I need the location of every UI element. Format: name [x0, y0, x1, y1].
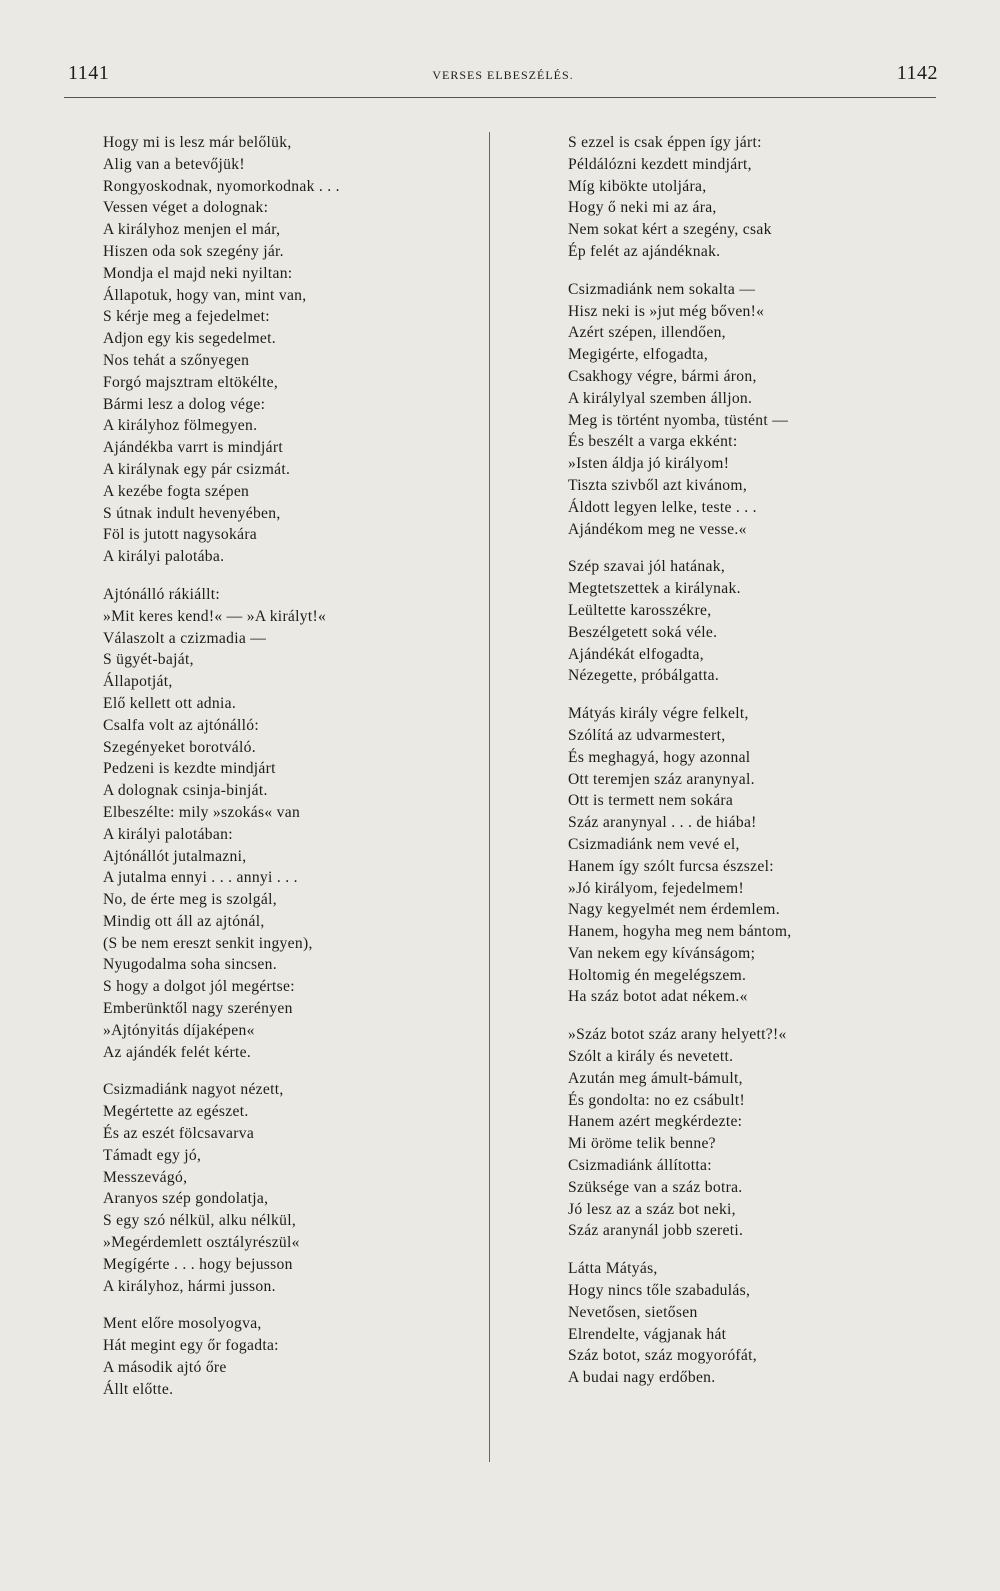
verse-line: Megígérte . . . hogy bejusson	[103, 1255, 293, 1273]
verse-line: »Mit keres kend!« — »A királyt!«	[103, 607, 327, 625]
verse-line: A második ajtó őre	[103, 1359, 227, 1377]
verse-line: S egy szó nélkül, alku nélkül,	[103, 1212, 297, 1230]
verse-line: Hanem így szólt furcsa észszel:	[568, 857, 774, 875]
verse-line: Nos tehát a szőnyegen	[103, 351, 250, 369]
verse-line: »Száz botot száz arany helyett?!«	[568, 1026, 787, 1044]
page-header	[68, 62, 938, 98]
verse-line: A királyhoz fölmegyen.	[103, 417, 258, 435]
left-column	[103, 132, 473, 1417]
verse-line: Szegényeket borotváló.	[103, 738, 256, 756]
stanza	[103, 1313, 473, 1400]
verse-line: Hát megint egy őr fogadta:	[103, 1337, 279, 1355]
verse-line: Mindig ott áll az ajtónál,	[103, 912, 265, 930]
verse-line: »Jó királyom, fejedelmem!	[568, 879, 744, 897]
verse-line: A királyi palotában:	[103, 825, 233, 843]
verse-line: Azután meg ámult-bámult,	[568, 1069, 743, 1087]
verse-line: Azért szépen, illendően,	[568, 324, 726, 342]
stanza	[568, 1258, 898, 1389]
right-column	[568, 132, 898, 1405]
verse-line: Támadt egy jó,	[103, 1146, 202, 1164]
verse-line: Ajándékom meg ne vesse.«	[568, 520, 747, 538]
verse-line: Száz aranynyal . . . de hiába!	[568, 814, 757, 832]
verse-line: A királylyal szemben álljon.	[568, 389, 753, 407]
stanza	[568, 703, 898, 1008]
verse-line: A királyhoz, hármi jusson.	[103, 1277, 276, 1295]
verse-line: Ép felét az ajándéknak.	[568, 242, 721, 260]
verse-line: Elő kellett ott adnia.	[103, 694, 237, 712]
verse-line: Aranyos szép gondolatja,	[103, 1190, 269, 1208]
verse-line: Az ajándék felét kérte.	[103, 1043, 252, 1061]
verse-line: Hogy nincs tőle szabadulás,	[568, 1282, 751, 1300]
verse-line: Jó lesz az a száz bot neki,	[568, 1200, 736, 1218]
verse-line: Föl is jutott nagysokára	[103, 526, 258, 544]
verse-line: Míg kibökte utoljára,	[568, 177, 707, 195]
verse-line: Példálózni kezdett mindjárt,	[568, 155, 752, 173]
header-rule	[64, 97, 936, 98]
verse-line: Mátyás király végre felkelt,	[568, 705, 749, 723]
verse-line: Pedzeni is kezdte mindjárt	[103, 760, 276, 778]
verse-line: Száz botot, száz mogyorófát,	[568, 1347, 757, 1365]
stanza	[103, 1079, 473, 1297]
verse-line: S kérje meg a fejedelmet:	[103, 308, 270, 326]
verse-line: A királyi palotába.	[103, 548, 225, 566]
verse-line: Beszélgetett soká véle.	[568, 623, 718, 641]
verse-line: A dolognak csinja-binját.	[103, 782, 268, 800]
verse-line: Szólt a király és nevetett.	[568, 1048, 734, 1066]
verse-line: Ajtónállót jutalmazni,	[103, 847, 247, 865]
verse-line: A jutalma ennyi . . . annyi . . .	[103, 869, 298, 887]
verse-line: Hanem azért megkérdezte:	[568, 1113, 743, 1131]
stanza	[103, 584, 473, 1064]
stanza	[568, 1024, 898, 1242]
verse-line: Elrendelte, vágjanak hát	[568, 1325, 727, 1343]
left-page-number: 1141	[68, 62, 110, 84]
verse-line: Mi öröme telik benne?	[568, 1135, 716, 1153]
verse-line: Nyugodalma soha sincsen.	[103, 956, 277, 974]
verse-line: Megtetszettek a királynak.	[568, 580, 741, 598]
verse-line: S ügyét-baját,	[103, 651, 194, 669]
verse-line: »Megérdemlett osztályrészül«	[103, 1234, 300, 1252]
verse-line: Alig van a betevőjük!	[103, 155, 245, 173]
verse-line: Száz aranynál jobb szereti.	[568, 1222, 744, 1240]
verse-line: Ha száz botot adat nékem.«	[568, 988, 748, 1006]
verse-line: Hogy ő neki mi az ára,	[568, 199, 717, 217]
verse-line: A királynak egy pár csizmát.	[103, 460, 291, 478]
verse-line: Ajtónálló rákiállt:	[103, 585, 220, 603]
verse-line: Ajándékát elfogadta,	[568, 645, 704, 663]
verse-line: Elbeszélte: mily »szokás« van	[103, 803, 301, 821]
verse-line: »Ajtónyitás díjaképen«	[103, 1021, 255, 1039]
verse-line: Messzevágó,	[103, 1168, 188, 1186]
verse-line: S hogy a dolgot jól megértse:	[103, 978, 295, 996]
verse-line: Ment előre mosolyogva,	[103, 1315, 262, 1333]
verse-line: Szüksége van a száz botra.	[568, 1178, 743, 1196]
verse-line: És beszélt a varga ekként:	[568, 433, 738, 451]
stanza	[568, 556, 898, 687]
verse-line: Bármi lesz a dolog vége:	[103, 395, 266, 413]
verse-line: No, de érte meg is szolgál,	[103, 891, 277, 909]
verse-line: Meg is történt nyomba, tüstént —	[568, 411, 789, 429]
stanza	[568, 132, 898, 263]
verse-line: Holtomig én megelégszem.	[568, 966, 747, 984]
verse-line: Válaszolt a czizmadia —	[103, 629, 267, 647]
verse-line: Vessen véget a dolognak:	[103, 199, 269, 217]
verse-line: Csalfa volt az ajtónálló:	[103, 716, 260, 734]
stanza	[103, 132, 473, 568]
column-divider	[489, 132, 490, 1462]
verse-line: (S be nem ereszt senkit ingyen),	[103, 934, 313, 952]
verse-line: Nevetősen, sietősen	[568, 1303, 698, 1321]
verse-line: Nézegette, próbálgatta.	[568, 667, 720, 685]
verse-line: Csizmadiánk nem sokalta —	[568, 280, 756, 298]
verse-line: Állapotját,	[103, 673, 173, 691]
verse-line: Csizmadiánk nem vevé el,	[568, 835, 740, 853]
verse-line: És az eszét fölcsavarva	[103, 1125, 255, 1143]
verse-line: Nem sokat kért a szegény, csak	[568, 221, 772, 239]
verse-line: Hanem, hogyha meg nem bántom,	[568, 923, 792, 941]
verse-line: Csakhogy végre, bármi áron,	[568, 367, 757, 385]
verse-line: Megértette az egészet.	[103, 1103, 249, 1121]
verse-line: Van nekem egy kívánságom;	[568, 944, 756, 962]
verse-line: Leültette karosszékre,	[568, 601, 712, 619]
verse-line: És gondolta: no ez csábult!	[568, 1091, 745, 1109]
verse-line: S ezzel is csak éppen így járt:	[568, 134, 762, 151]
verse-line: Csizmadiánk nagyot nézett,	[103, 1081, 284, 1099]
verse-line: Hisz neki is »jut még bőven!«	[568, 302, 765, 320]
verse-line: Hogy mi is lesz már belőlük,	[103, 134, 292, 151]
stanza	[568, 279, 898, 541]
verse-line: Áldott legyen lelke, teste . . .	[568, 498, 757, 516]
verse-line: Csizmadiánk állította:	[568, 1157, 712, 1175]
verse-line: Állapotuk, hogy van, mint van,	[103, 286, 307, 304]
verse-line: Ott is termett nem sokára	[568, 792, 734, 810]
verse-line: Mondja el majd neki nyiltan:	[103, 264, 293, 282]
verse-line: Ajándékba varrt is mindjárt	[103, 439, 284, 457]
verse-line: Szép szavai jól hatának,	[568, 558, 726, 576]
verse-line: A kezébe fogta szépen	[103, 482, 250, 500]
verse-line: Emberünktől nagy szerényen	[103, 1000, 293, 1018]
verse-line: A királyhoz menjen el már,	[103, 221, 281, 239]
verse-line: Hiszen oda sok szegény jár.	[103, 242, 284, 260]
verse-line: És meghagyá, hogy azonnal	[568, 748, 751, 766]
verse-line: »Isten áldja jó királyom!	[568, 455, 730, 473]
verse-line: Szólítá az udvarmestert,	[568, 726, 726, 744]
verse-line: Tiszta szivből azt kivánom,	[568, 476, 748, 494]
right-page-number: 1142	[896, 62, 938, 84]
verse-line: S útnak indult hevenyében,	[103, 504, 281, 522]
verse-line: A budai nagy erdőben.	[568, 1369, 716, 1387]
verse-line: Megigérte, elfogadta,	[568, 346, 709, 364]
verse-line: Állt előtte.	[103, 1380, 174, 1398]
verse-line: Ott teremjen száz aranynyal.	[568, 770, 755, 788]
verse-line: Nagy kegyelmét nem érdemlem.	[568, 901, 780, 919]
verse-line: Látta Mátyás,	[568, 1260, 658, 1278]
verse-line: Forgó majsztram eltökélte,	[103, 373, 279, 391]
verse-line: Adjon egy kis segedelmet.	[103, 330, 276, 348]
verse-line: Rongyoskodnak, nyomorkodnak . . .	[103, 177, 340, 195]
running-title: VERSES ELBESZÉLÉS.	[432, 68, 574, 82]
